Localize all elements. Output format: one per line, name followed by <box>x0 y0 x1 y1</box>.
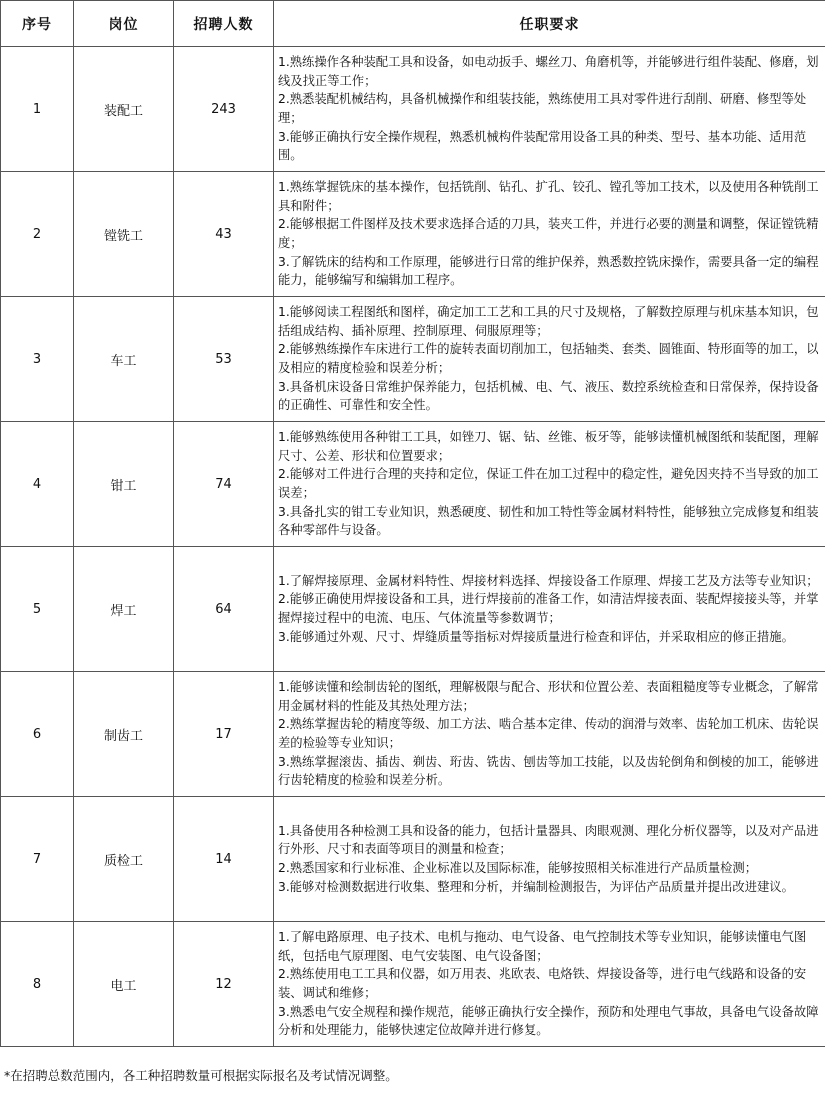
requirement-item: 2.能够对工件进行合理的夹持和定位，保证工件在加工过程中的稳定性，避免因夹持不当导致的加工误差； <box>278 467 819 500</box>
header-serial-no: 序号 <box>1 1 74 47</box>
table-row <box>1 297 825 422</box>
row-serial-no: 7 <box>1 797 74 922</box>
table-row <box>1 547 825 672</box>
requirement-item: 2.熟悉装配机械结构，具备机械操作和组装技能，熟练使用工具对零件进行刮削、研磨、修型等处理； <box>278 92 807 125</box>
row-requirements <box>274 922 825 1047</box>
row-count: 53 <box>174 297 274 422</box>
requirement-item: 1.能够熟练使用各种钳工工具，如锉刀、锯、钻、丝锥、板牙等，能够读懂机械图纸和装配图，理解尺寸、公差、形状和位置要求； <box>278 430 819 463</box>
requirement-item: 2.能够熟练操作车床进行工件的旋转表面切削加工，包括轴类、套类、圆锥面、特形面等的加工，以及相应的精度检验和误差分析； <box>278 342 819 375</box>
row-serial-no: 3 <box>1 297 74 422</box>
row-serial-no: 2 <box>1 172 74 297</box>
table-header-row <box>1 1 825 47</box>
row-position: 电工 <box>74 922 174 1047</box>
table-row <box>1 172 825 297</box>
header-requirements: 任职要求 <box>274 1 825 47</box>
row-position: 质检工 <box>74 797 174 922</box>
header-hiring-count: 招聘人数 <box>174 1 274 47</box>
requirement-item: 1.具备使用各种检测工具和设备的能力，包括计量器具、肉眼观测、理化分析仪器等，以及对产品进行外形、尺寸和表面等项目的测量和检查； <box>278 823 819 857</box>
table-row <box>1 47 825 172</box>
row-count: 12 <box>174 922 274 1047</box>
header-position: 岗位 <box>74 1 174 47</box>
table-row <box>1 672 825 797</box>
row-requirements <box>274 672 825 797</box>
row-requirements <box>274 172 825 297</box>
row-requirements <box>274 797 825 922</box>
requirement-item: 3.能够对检测数据进行收集、整理和分析，并编制检测报告，为评估产品质量并提出改进建议。 <box>278 879 794 894</box>
requirement-item: 1.熟练操作各种装配工具和设备，如电动扳手、螺丝刀、角磨机等，并能够进行组件装配、修磨，划线及找正等工作； <box>278 55 819 88</box>
footnote: *在招聘总数范围内，各工种招聘数量可根据实际报名及考试情况调整。 <box>4 1068 398 1083</box>
requirement-item: 2.熟练掌握齿轮的精度等级、加工方法、啮合基本定律、传动的润滑与效率、齿轮加工机床、齿轮误差的检验等专业知识； <box>278 717 819 750</box>
row-count: 243 <box>174 47 274 172</box>
row-position: 装配工 <box>74 47 174 172</box>
requirement-item: 2.能够根据工件图样及技术要求选择合适的刀具，装夹工件，并进行必要的测量和调整，保证镗铣精度； <box>278 217 819 250</box>
row-count: 64 <box>174 547 274 672</box>
requirement-item: 1.能够读懂和绘制齿轮的图纸，理解极限与配合、形状和位置公差、表面粗糙度等专业概念，了解常用金属材料的性能及其热处理方法； <box>278 680 819 713</box>
table-row <box>1 922 825 1047</box>
requirement-item: 3.能够正确执行安全操作规程，熟悉机械构件装配常用设备工具的种类、型号、基本功能、适用范围。 <box>278 129 807 163</box>
requirement-item: 1.能够阅读工程图纸和图样，确定加工工艺和工具的尺寸及规格，了解数控原理与机床基本知识，包括组成结构、插补原理、控制原理、伺服原理等； <box>278 305 819 338</box>
requirement-item: 3.了解铣床的结构和工作原理，能够进行日常的维护保养，熟悉数控铣床操作，需要具备一定的编程能力，能够编写和编辑加工程序。 <box>278 254 819 288</box>
row-serial-no: 4 <box>1 422 74 547</box>
requirement-item: 3.熟悉电气安全规程和操作规范，能够正确执行安全操作，预防和处理电气事故，具备电气设备故障分析和处理能力，能够快速定位故障并进行修复。 <box>278 1004 819 1038</box>
row-serial-no: 1 <box>1 47 74 172</box>
requirement-item: 1.熟练掌握铣床的基本操作，包括铣削、钻孔、扩孔、铰孔、镗孔等加工技术，以及使用各种铣削工具和附件； <box>278 180 819 213</box>
row-serial-no: 5 <box>1 547 74 672</box>
row-serial-no: 8 <box>1 922 74 1047</box>
requirement-item: 2.能够正确使用焊接设备和工具，进行焊接前的准备工作，如清洁焊接表面、装配焊接接头等，并掌握焊接过程中的电流、电压、气体流量等参数调节； <box>278 592 819 625</box>
row-count: 14 <box>174 797 274 922</box>
row-serial-no: 6 <box>1 672 74 797</box>
row-requirements <box>274 422 825 547</box>
table-row <box>1 422 825 547</box>
requirement-item: 2.熟悉国家和行业标准、企业标准以及国际标准，能够按照相关标准进行产品质量检测； <box>278 861 758 875</box>
row-requirements <box>274 297 825 422</box>
row-requirements <box>274 47 825 172</box>
table-row <box>1 797 825 922</box>
row-count: 43 <box>174 172 274 297</box>
row-position: 焊工 <box>74 547 174 672</box>
requirement-item: 2.熟练使用电工工具和仪器，如万用表、兆欧表、电烙铁、焊接设备等，进行电气线路和设备的安装、调试和维修； <box>278 967 807 1000</box>
requirement-item: 3.能够通过外观、尺寸、焊缝质量等指标对焊接质量进行检查和评估，并采取相应的修正措施。 <box>278 629 794 644</box>
requirement-item: 3.熟练掌握滚齿、插齿、剃齿、珩齿、铣齿、刨齿等加工技能，以及齿轮倒角和倒棱的加工，能够进行齿轮精度的检验和误差分析。 <box>278 754 819 788</box>
row-position: 镗铣工 <box>74 172 174 297</box>
row-count: 17 <box>174 672 274 797</box>
requirement-item: 1.了解电路原理、电子技术、电机与拖动、电气设备、电气控制技术等专业知识，能够读懂电气图纸，包括电气原理图、电气安装图、电气设备图； <box>278 930 807 963</box>
row-position: 钳工 <box>74 422 174 547</box>
requirement-item: 1.了解焊接原理、金属材料特性、焊接材料选择、焊接设备工作原理、焊接工艺及方法等专业知识； <box>278 573 819 588</box>
row-requirements <box>274 547 825 672</box>
requirement-item: 3.具备机床设备日常维护保养能力，包括机械、电、气、液压、数控系统检查和日常保养，保持设备的正确性、可靠性和安全性。 <box>278 379 819 413</box>
row-position: 车工 <box>74 297 174 422</box>
requirement-item: 3.具备扎实的钳工专业知识，熟悉硬度、韧性和加工特性等金属材料特性，能够独立完成修复和组装各种零部件与设备。 <box>278 504 819 538</box>
row-count: 74 <box>174 422 274 547</box>
row-position: 制齿工 <box>74 672 174 797</box>
